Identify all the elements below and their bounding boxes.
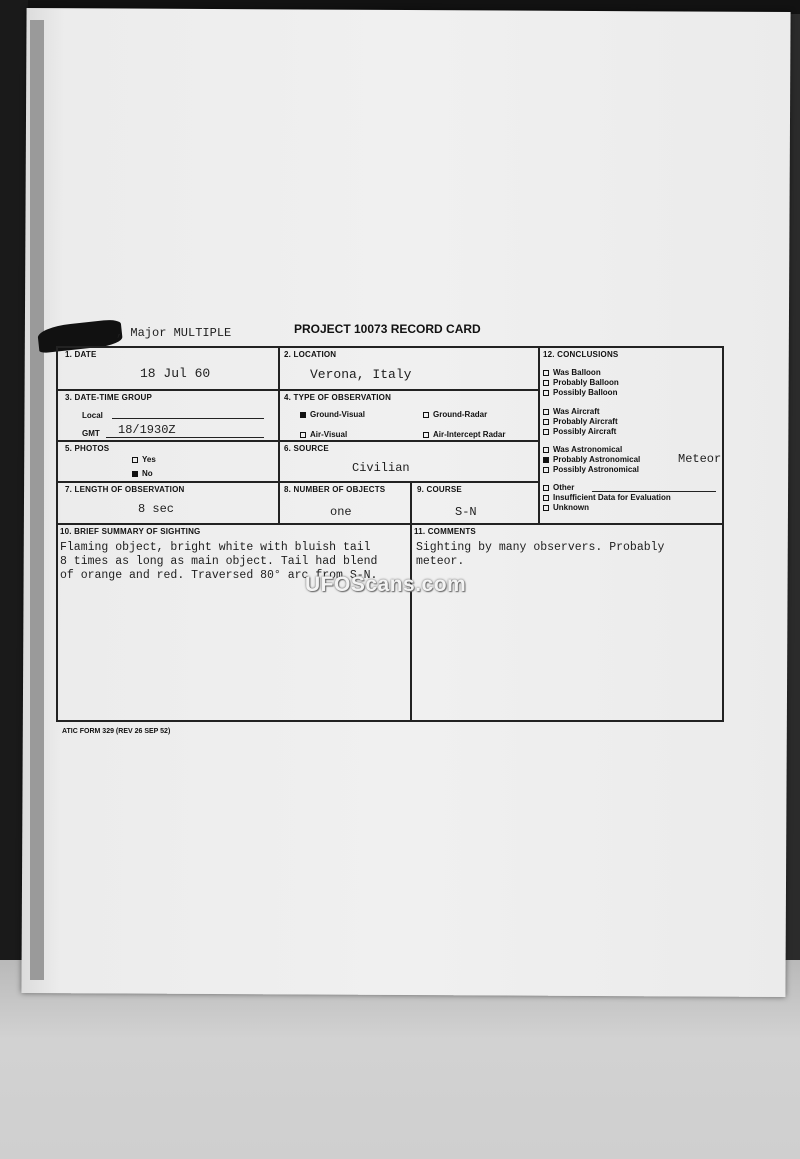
length-label: 7. LENGTH OF OBSERVATION — [65, 485, 185, 494]
photos-yes: Yes — [132, 455, 156, 464]
local-line — [112, 418, 264, 419]
type-ground-visual: Ground-Visual — [300, 410, 365, 419]
summary-line: Flaming object, bright white with bluish tail — [60, 541, 371, 554]
gmt-label: GMT — [82, 429, 100, 438]
conclusion-probably-aircraft: Probably Aircraft — [543, 417, 618, 426]
conclusion-probably-balloon: Probably Balloon — [543, 378, 619, 387]
sheet-shadow — [30, 20, 44, 980]
summary-label: 10. BRIEF SUMMARY OF SIGHTING — [60, 527, 201, 536]
header-left: , Major MULTIPLE — [116, 326, 232, 340]
conclusion-annotation: Meteor — [678, 452, 722, 466]
location-label: 2. LOCATION — [284, 350, 337, 359]
conclusion-was-balloon: Was Balloon — [543, 368, 601, 377]
checkbox-checked — [132, 471, 138, 477]
type-air-visual: Air-Visual — [300, 430, 347, 439]
date-value: 18 Jul 60 — [140, 366, 211, 381]
datetime-label: 3. DATE-TIME GROUP — [65, 393, 153, 402]
checkbox-checked — [300, 412, 306, 418]
course-label: 9. COURSE — [417, 485, 462, 494]
source-value: Civilian — [352, 461, 410, 475]
checkbox-empty — [543, 429, 549, 435]
length-value: 8 sec — [138, 502, 175, 516]
comments-line: meteor. — [416, 555, 465, 568]
checkbox-empty — [543, 447, 549, 453]
other-line — [592, 491, 716, 492]
photos-no: No — [132, 469, 153, 478]
checkbox-empty — [543, 370, 549, 376]
checkbox-empty — [543, 409, 549, 415]
course-value: S-N — [455, 505, 477, 519]
conclusion-other: Other — [543, 483, 574, 492]
summary-line: 8 times as long as main object. Tail had blend — [60, 555, 378, 568]
comments-label: 11. COMMENTS — [414, 527, 476, 536]
conclusion-possibly-aircraft: Possibly Aircraft — [543, 427, 616, 436]
conclusion-possibly-balloon: Possibly Balloon — [543, 388, 617, 397]
conclusion-probably-astronomical: Probably Astronomical — [543, 455, 640, 464]
date-label: 1. DATE — [65, 350, 97, 359]
source-label: 6. SOURCE — [284, 444, 329, 453]
location-value: Verona, Italy — [310, 367, 412, 382]
checkbox-empty — [543, 390, 549, 396]
form-number: ATIC FORM 329 (REV 26 SEP 52) — [62, 728, 171, 735]
checkbox-empty — [300, 432, 306, 438]
checkbox-checked — [543, 457, 549, 463]
type-ground-radar: Ground-Radar — [423, 410, 487, 419]
conclusion-unknown: Unknown — [543, 503, 589, 512]
checkbox-empty — [543, 505, 549, 511]
comments-line: Sighting by many observers. Probably — [416, 541, 665, 554]
conclusions-label: 12. CONCLUSIONS — [543, 350, 619, 359]
summary-line: of orange and red. Traversed 80° arc from S-N. — [60, 569, 378, 582]
type-air-intercept-radar: Air-Intercept Radar — [423, 430, 505, 439]
checkbox-empty — [132, 457, 138, 463]
card-title: PROJECT 10073 RECORD CARD — [294, 322, 481, 336]
conclusion-possibly-astronomical: Possibly Astronomical — [543, 465, 639, 474]
comments-text — [416, 541, 664, 569]
watermark: UFOScans.com — [305, 573, 467, 596]
conclusion-was-astronomical: Was Astronomical — [543, 445, 622, 454]
checkbox-empty — [543, 485, 549, 491]
local-label: Local — [82, 411, 103, 420]
checkbox-empty — [543, 419, 549, 425]
objects-value: one — [330, 505, 352, 519]
gmt-line — [106, 437, 264, 438]
type-label: 4. TYPE OF OBSERVATION — [284, 393, 392, 402]
checkbox-empty — [543, 380, 549, 386]
gmt-value: 18/1930Z — [118, 423, 176, 437]
conclusion-insufficient-data: Insufficient Data for Evaluation — [543, 493, 671, 502]
checkbox-empty — [543, 467, 549, 473]
checkbox-empty — [423, 412, 429, 418]
checkbox-empty — [423, 432, 429, 438]
checkbox-empty — [543, 495, 549, 501]
objects-label: 8. NUMBER OF OBJECTS — [284, 485, 386, 494]
conclusion-was-aircraft: Was Aircraft — [543, 407, 600, 416]
record-card-sheet — [21, 8, 790, 997]
photos-label: 5. PHOTOS — [65, 444, 110, 453]
